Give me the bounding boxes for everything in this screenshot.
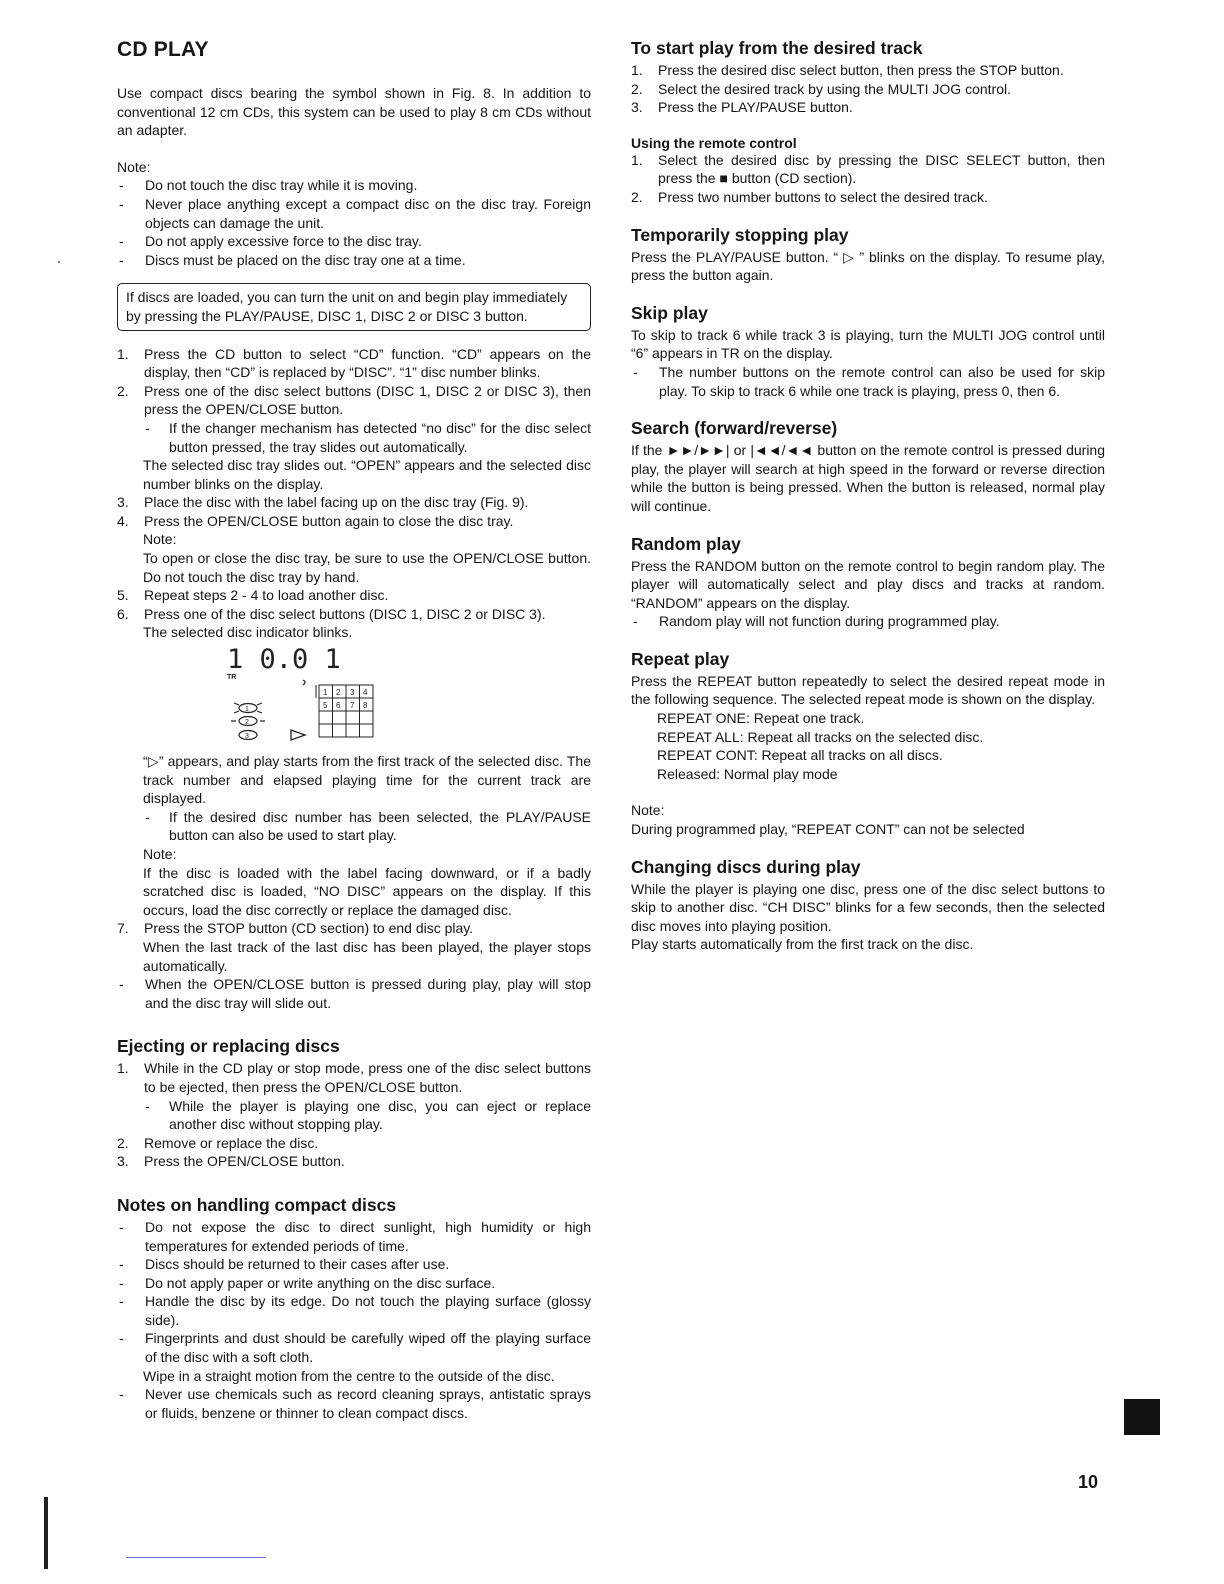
disc-number-1: 1: [245, 706, 249, 714]
step-text: Press two number buttons to select the desired track.: [658, 188, 988, 205]
disc-number-2: 2: [245, 719, 249, 727]
step-number: 1.: [117, 1060, 129, 1077]
remote-step-1: [631, 151, 1105, 188]
step-6: [117, 605, 591, 624]
repeat-mode: REPEAT ALL: Repeat all tracks on the selected disc.: [657, 728, 984, 745]
left-column: [117, 38, 591, 1422]
eject-step-1: [117, 1059, 591, 1096]
step-text: Press one of the disc select buttons (DISC 1, DISC 2 or DISC 3).: [144, 605, 546, 622]
step-6-after: The selected disc indicator blinks.: [143, 624, 353, 641]
eject-step-3: [117, 1152, 591, 1171]
note-label: Note:: [117, 158, 151, 175]
step-number: 3.: [117, 494, 129, 511]
step-text: Repeat steps 2 - 4 to load another disc.: [144, 587, 389, 604]
display-svg: [117, 646, 591, 750]
eject-title: Ejecting or replacing discs: [117, 1036, 340, 1057]
step-number: 3.: [117, 1153, 129, 1170]
step-number: 2.: [117, 382, 129, 399]
step-3: [117, 493, 591, 512]
handling-item: - Do not expose the disc to direct sunlight, high humidity or high temperatures for extended periods of time.: [117, 1218, 591, 1255]
handling-item: - Do not apply paper or write anything on the disc surface.: [117, 1274, 591, 1293]
step-6-sub: - If the desired disc number has been selected, the PLAY/PAUSE button can also be used to start play.: [117, 808, 591, 845]
step-text: Press the STOP button (CD section) to end disc play.: [144, 920, 474, 937]
repeat-note-label: Note:: [631, 802, 665, 819]
eject-step-1-sub: - While the player is playing one disc, you can eject or replace another disc without stopping play.: [117, 1097, 591, 1134]
repeat-mode: Released: Normal play mode: [657, 765, 838, 782]
step-number: 7.: [117, 920, 129, 937]
step-number: 4.: [117, 512, 129, 529]
disc-number-3: 3: [245, 733, 249, 741]
note-item: - Do not apply excessive force to the disc tray.: [117, 232, 591, 251]
repeat-note: During programmed play, “REPEAT CONT” can not be selected: [631, 821, 1025, 838]
search-text: If the ►►/►►| or |◄◄/◄◄ button on the remote control is pressed during play, the player will search at high speed in the forward or reverse direction while the button is being pressed. When the button is released, normal play will continue.: [631, 442, 1105, 514]
step-7: [117, 919, 591, 938]
handling-item: - Discs should be returned to their cases after use.: [117, 1255, 591, 1274]
changing-title: Changing discs during play: [631, 856, 861, 877]
desired-step-2: [631, 80, 1105, 99]
note-item: - Never place anything except a compact disc on the disc tray. Foreign objects can damage the unit.: [117, 195, 591, 232]
random-text: Press the RANDOM button on the remote control to begin random play. The player will automatically select and play discs and tracks at random. “RANDOM” appears on the display.: [631, 557, 1105, 611]
step-text: Select the desired track by using the MULTI JOG control.: [658, 80, 1012, 97]
random-title: Random play: [631, 533, 741, 554]
step-number: 1.: [117, 345, 129, 362]
grid-number: 8: [363, 701, 368, 711]
page-title: CD PLAY: [117, 38, 209, 61]
step-text: Press the OPEN/CLOSE button again to close the disc tray.: [144, 512, 514, 529]
right-column: [631, 38, 1105, 954]
remote-control-title: Using the remote control: [631, 134, 797, 151]
note-item: - Discs must be placed on the disc tray one at a time.: [117, 251, 591, 270]
note-item: - Do not touch the disc tray while it is moving.: [117, 176, 591, 195]
grid-number: 2: [336, 688, 341, 698]
step-text: Press the PLAY/PAUSE button.: [658, 99, 853, 116]
step-7-dash: - When the OPEN/CLOSE button is pressed during play, play will stop and the disc tray will slide out.: [117, 975, 591, 1012]
grid-number: 4: [363, 688, 368, 698]
handling-item: - Fingerprints and dust should be carefully wiped off the playing surface of the disc with a soft cloth.: [117, 1329, 591, 1366]
desired-step-3: [631, 98, 1105, 117]
step-text: While in the CD play or stop mode, press one of the disc select buttons to be ejected, then press the OPEN/CLOSE button.: [144, 1060, 591, 1095]
skip-title: Skip play: [631, 302, 708, 323]
step-6-play: “▷” appears, and play starts from the first track of the selected disc. The track number and elapsed playing time for the current track are displayed.: [143, 753, 591, 807]
boxed-note: If discs are loaded, you can turn the unit on and begin play immediately by pressing the PLAY/PAUSE, DISC 1, DISC 2 or DISC 3 button.: [117, 283, 591, 330]
step-number: 3.: [631, 99, 643, 116]
display-illustration: [117, 646, 591, 750]
scan-binding-mark: [44, 1497, 48, 1569]
step-text: Place the disc with the label facing up on the disc tray (Fig. 9).: [144, 494, 529, 511]
grid-number: 3: [350, 688, 355, 698]
step-number: 2.: [117, 1134, 129, 1151]
desired-step-1: [631, 61, 1105, 80]
step-text: Press the CD button to select “CD” function. “CD” appears on the display, then “CD” is replaced by “DISC”. “1” disc number blinks.: [144, 345, 591, 381]
desired-track-title: To start play from the desired track: [631, 38, 923, 58]
step-4-note: To open or close the disc tray, be sure to use the OPEN/CLOSE button. Do not touch the disc tray by hand.: [143, 550, 591, 585]
grid-number: 5: [323, 701, 328, 711]
step-text: Press one of the disc select buttons (DISC 1, DISC 2 or DISC 3), then press the OPEN/CLOSE button.: [144, 382, 591, 418]
handling-title: Notes on handling compact discs: [117, 1194, 397, 1215]
step-4: [117, 512, 591, 531]
skip-dash: - The number buttons on the remote control can also be used for skip play. To skip to track 6 while one track is playing, press 0, then 6.: [631, 363, 1105, 400]
handling-wipe: Wipe in a straight motion from the centre to the outside of the disc.: [143, 1367, 555, 1384]
grid-number: 1: [323, 688, 328, 698]
handling-item: - Handle the disc by its edge. Do not touch the playing surface (glossy side).: [117, 1292, 591, 1329]
intro-paragraph: Use compact discs bearing the symbol shown in Fig. 8. In addition to conventional 12 cm CDs, this system can be used to play 8 cm CDs without an adapter.: [117, 85, 591, 139]
skip-text: To skip to track 6 while track 3 is playing, turn the MULTI JOG control until “6” appears in TR on the display.: [631, 326, 1105, 362]
step-4-note-label: Note:: [143, 531, 177, 548]
step-1: [117, 345, 591, 382]
repeat-title: Repeat play: [631, 648, 730, 669]
step-6-note: If the disc is loaded with the label facing downward, or if a badly scratched disc is loaded, “NO DISC” appears on the display. If this occurs, load the disc correctly or replace the damaged disc.: [143, 864, 591, 918]
page-number: 10: [1078, 1472, 1099, 1492]
step-2-after: The selected disc tray slides out. “OPEN” appears and the selected disc number blinks on the display.: [143, 457, 591, 492]
step-text: Press the desired disc select button, then press the STOP button.: [658, 62, 1064, 78]
step-text: Press the OPEN/CLOSE button.: [144, 1153, 345, 1170]
changing-text-2: Play starts automatically from the first track on the disc.: [631, 936, 974, 953]
step-number: 2.: [631, 188, 643, 205]
step-7-after: When the last track of the last disc has been played, the player stops automatically.: [143, 938, 591, 974]
handling-item: - Never use chemicals such as record cleaning sprays, antistatic sprays or fluids, benzene or thinner to clean compact discs.: [117, 1385, 591, 1422]
pause-text: Press the PLAY/PAUSE button. “ ▷ ” blinks on the display. To resume play, press the button again.: [631, 248, 1105, 284]
section-tab-marker: [1124, 1399, 1160, 1435]
step-5: [117, 586, 591, 605]
eject-step-2: [117, 1134, 591, 1153]
step-2: [117, 382, 591, 419]
random-dash: - Random play will not function during programmed play.: [631, 612, 1105, 631]
display-digits: 1 0.0 1: [227, 646, 341, 676]
remote-step-2: [631, 188, 1105, 207]
changing-text: While the player is playing one disc, press one of the disc select buttons to skip to another disc. “CH DISC” blinks for a few seconds, then the selected disc moves into playing position.: [631, 880, 1105, 934]
step-text: Select the desired disc by pressing the DISC SELECT button, then press the ■ button (CD section).: [658, 151, 1105, 187]
step-number: 1.: [631, 151, 643, 168]
repeat-arrow-icon: [303, 680, 305, 685]
scan-speck: [58, 261, 60, 263]
repeat-text: Press the REPEAT button repeatedly to select the desired repeat mode in the following sequence. The selected repeat mode is shown on the display.: [631, 672, 1105, 708]
pause-title: Temporarily stopping play: [631, 224, 849, 245]
step-number: 2.: [631, 80, 643, 97]
step-number: 6.: [117, 605, 129, 622]
display-tr-label: TR: [227, 674, 237, 682]
play-indicator-icon: [291, 730, 305, 740]
step-number: 5.: [117, 587, 129, 604]
repeat-mode: REPEAT ONE: Repeat one track.: [657, 710, 865, 727]
step-text: Remove or replace the disc.: [144, 1134, 319, 1151]
step-number: 1.: [631, 62, 643, 78]
repeat-mode: REPEAT CONT: Repeat all tracks on all discs.: [657, 747, 943, 764]
step-6-note-label: Note:: [143, 846, 177, 862]
grid-number: 6: [336, 701, 341, 711]
grid-number: 7: [350, 701, 355, 711]
footer-line: [126, 1557, 266, 1558]
step-2-sub: - If the changer mechanism has detected “no disc” for the disc select button pressed, the tray slides out automatically.: [117, 419, 591, 456]
search-title: Search (forward/reverse): [631, 418, 838, 439]
